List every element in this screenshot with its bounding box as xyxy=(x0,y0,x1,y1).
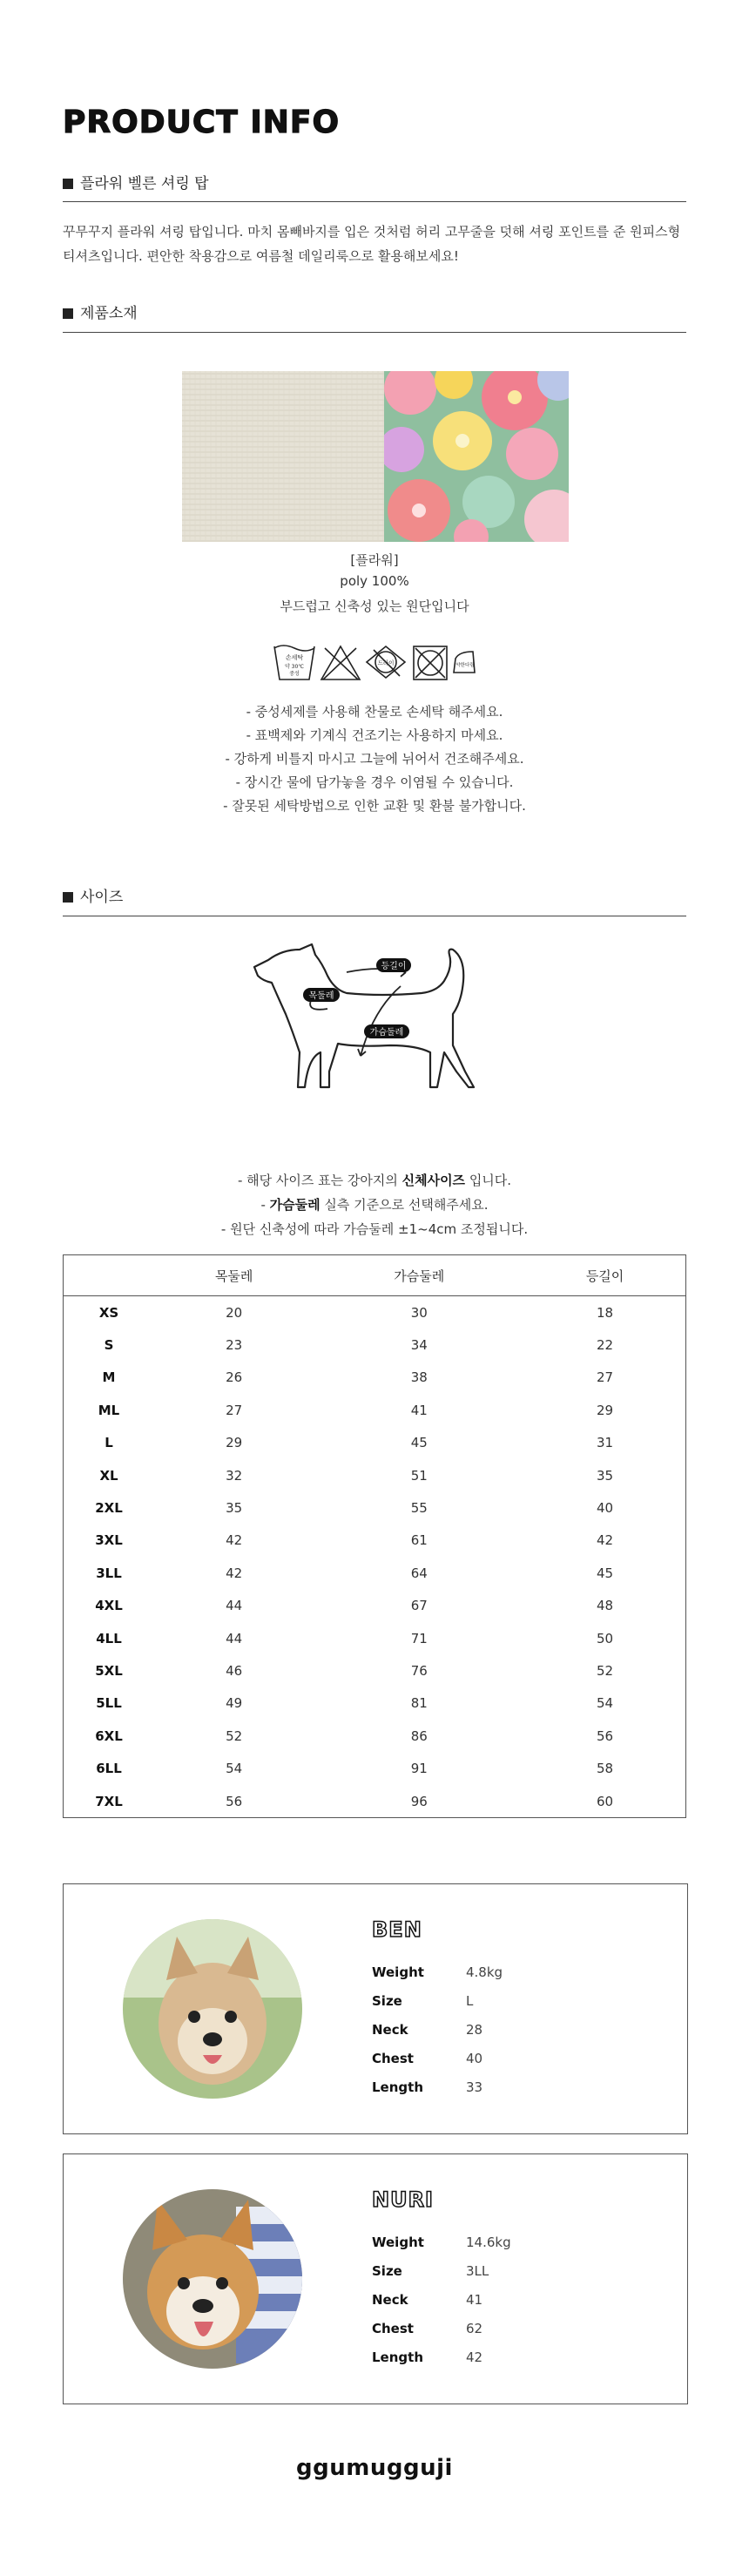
spec-row xyxy=(372,2292,511,2321)
table-cell: 27 xyxy=(226,1402,243,1418)
table-cell: 41 xyxy=(410,1402,428,1418)
table-cell: 18 xyxy=(597,1304,614,1321)
spec-value: 42 xyxy=(466,2350,483,2365)
spec-key: Weight xyxy=(372,1964,424,1980)
fabric-back-swatch xyxy=(182,371,384,542)
care-note: - 표백제와 기계식 건조기는 사용하지 마세요. xyxy=(246,727,503,743)
table-row xyxy=(64,1394,686,1426)
table-cell: 22 xyxy=(597,1337,614,1354)
table-cell: 35 xyxy=(226,1500,243,1517)
table-cell: 96 xyxy=(410,1793,428,1809)
divider xyxy=(63,332,686,333)
table-row xyxy=(64,1720,686,1752)
size-note: - 원단 신축성에 따라 가슴둘레 ±1~4cm 조정됩니다. xyxy=(220,1221,529,1237)
material-section-heading xyxy=(63,301,138,322)
spec-row xyxy=(372,1964,503,1993)
table-cell: 71 xyxy=(410,1630,428,1646)
table-cell: 42 xyxy=(226,1532,243,1549)
table-cell: 31 xyxy=(597,1435,614,1451)
chest-label: 가슴둘레 xyxy=(369,1028,404,1038)
size-note-text: 입니다. xyxy=(465,1173,512,1188)
size-note xyxy=(0,1168,749,1193)
table-cell: 50 xyxy=(597,1630,614,1646)
table-row xyxy=(64,1427,686,1459)
table-row xyxy=(64,1654,686,1687)
size-label-cell: 2XL xyxy=(95,1500,123,1517)
table-row xyxy=(64,1459,686,1491)
spec-row xyxy=(372,1993,503,2022)
size-table xyxy=(63,1254,686,1818)
model-specs xyxy=(372,2235,511,2378)
size-label-cell: 5LL xyxy=(96,1695,122,1712)
size-note-emphasis: 신체사이즈 xyxy=(401,1173,466,1188)
spec-key: Length xyxy=(372,2079,423,2095)
spec-row xyxy=(372,2350,511,2378)
table-row xyxy=(64,1362,686,1394)
no-dry-clean-icon xyxy=(414,646,447,679)
table-cell: 51 xyxy=(410,1467,428,1484)
size-label-cell: 4LL xyxy=(96,1630,122,1646)
svg-text:드라이: 드라이 xyxy=(377,659,395,666)
spec-row xyxy=(372,2321,511,2350)
table-row xyxy=(64,1557,686,1589)
model-specs xyxy=(372,1964,503,2108)
page-title: PRODUCT INFO xyxy=(63,105,341,140)
size-label-cell: M xyxy=(102,1369,116,1386)
table-cell: 29 xyxy=(226,1435,243,1451)
care-icons xyxy=(273,636,476,685)
model-photo xyxy=(123,2189,302,2369)
spec-value: 4.8kg xyxy=(466,1964,503,1980)
table-cell: 40 xyxy=(597,1500,614,1517)
table-cell: 55 xyxy=(410,1500,428,1517)
spec-key: Size xyxy=(372,1993,402,2009)
table-cell: 34 xyxy=(410,1337,428,1354)
size-label-cell: 7XL xyxy=(95,1793,123,1809)
spec-row xyxy=(372,2079,503,2108)
table-row xyxy=(64,1296,686,1329)
table-cell: 60 xyxy=(597,1793,614,1809)
no-bleach-icon xyxy=(321,646,360,679)
spec-value: 14.6kg xyxy=(466,2235,511,2250)
section-bullet-icon xyxy=(63,308,73,319)
size-label-cell: 3XL xyxy=(95,1532,123,1549)
table-cell: 56 xyxy=(597,1727,614,1744)
size-label-cell: 3LL xyxy=(96,1565,122,1581)
table-cell: 52 xyxy=(597,1662,614,1679)
table-row xyxy=(64,1329,686,1361)
no-tumble-dry-icon xyxy=(367,646,405,678)
table-row xyxy=(64,1590,686,1622)
size-label-cell: XS xyxy=(98,1304,119,1321)
material-feature: 부드럽고 신축성 있는 원단입니다 xyxy=(280,598,469,614)
table-row xyxy=(64,1525,686,1557)
care-notes xyxy=(0,700,749,818)
divider xyxy=(63,201,686,202)
table-cell: 64 xyxy=(410,1565,428,1581)
care-note: - 장시간 물에 담가놓을 경우 이염될 수 있습니다. xyxy=(235,774,514,790)
table-cell: 49 xyxy=(226,1695,243,1712)
description-line: 꾸무꾸지 플라워 셔링 탑입니다. 마치 몸빼바지를 입은 것처럼 허리 고무줄을 덧해 셔링 포인트를 준 원피스형 xyxy=(63,224,681,240)
table-cell: 58 xyxy=(597,1761,614,1777)
size-label-cell: 6LL xyxy=(96,1761,122,1777)
table-cell: 20 xyxy=(226,1304,243,1321)
table-cell: 48 xyxy=(597,1598,614,1614)
size-note xyxy=(0,1193,749,1217)
spec-key: Neck xyxy=(372,2022,408,2038)
spec-value: 41 xyxy=(466,2292,483,2308)
product-description xyxy=(63,220,686,268)
size-label-cell: ML xyxy=(98,1402,120,1418)
column-header: 목둘레 xyxy=(154,1255,314,1296)
model-photo xyxy=(123,1919,302,2099)
table-cell: 54 xyxy=(226,1761,243,1777)
table-cell: 45 xyxy=(597,1565,614,1581)
brand-logo: ggumugguji xyxy=(296,2455,453,2481)
no-iron-icon xyxy=(454,652,475,673)
spec-key: Size xyxy=(372,2263,402,2279)
table-cell: 29 xyxy=(597,1402,614,1418)
spec-value: L xyxy=(466,1993,474,2009)
table-cell: 42 xyxy=(226,1565,243,1581)
table-cell: 54 xyxy=(597,1695,614,1712)
table-row xyxy=(64,1491,686,1524)
table-cell: 23 xyxy=(226,1337,243,1354)
model-card-nuri xyxy=(63,2153,688,2404)
table-cell: 76 xyxy=(410,1662,428,1679)
spec-row xyxy=(372,2235,511,2263)
material-composition: poly 100% xyxy=(340,573,409,589)
table-cell: 42 xyxy=(597,1532,614,1549)
table-cell: 91 xyxy=(410,1761,428,1777)
spec-value: 28 xyxy=(466,2022,483,2038)
model-name: BEN xyxy=(372,1917,422,1942)
spec-value: 3LL xyxy=(466,2263,489,2279)
table-row xyxy=(64,1622,686,1654)
table-cell: 35 xyxy=(597,1467,614,1484)
spec-row xyxy=(372,2051,503,2079)
size-label-cell: 4XL xyxy=(95,1598,123,1614)
spec-key: Neck xyxy=(372,2292,408,2308)
spec-value: 40 xyxy=(466,2051,483,2066)
size-label-cell: XL xyxy=(99,1467,118,1484)
size-table-header xyxy=(64,1255,686,1296)
table-cell: 56 xyxy=(226,1793,243,1809)
table-cell: 44 xyxy=(226,1598,243,1614)
size-note-emphasis: 가슴둘레 xyxy=(269,1197,321,1213)
size-note-text: - xyxy=(260,1197,270,1213)
table-cell: 38 xyxy=(410,1369,428,1386)
care-note: - 중성세제를 사용해 찬물로 손세탁 해주세요. xyxy=(246,704,503,720)
section-bullet-icon xyxy=(63,892,73,903)
table-row xyxy=(64,1687,686,1720)
table-cell: 81 xyxy=(410,1695,428,1712)
neck-label: 목둘레 xyxy=(308,991,334,1001)
size-note-text: - 해당 사이즈 표는 강아지의 xyxy=(237,1173,402,1188)
spec-key: Chest xyxy=(372,2321,414,2336)
spec-value: 62 xyxy=(466,2321,483,2336)
description-line: 티셔츠입니다. 편안한 착용감으로 여름철 데일리룩으로 활용해보세요! xyxy=(63,248,459,264)
hand-wash-icon xyxy=(274,646,314,679)
size-note-text: 실측 기준으로 선택해주세요. xyxy=(320,1197,489,1213)
svg-text:약 30℃: 약 30℃ xyxy=(284,664,305,670)
spec-key: Weight xyxy=(372,2235,424,2250)
size-notes xyxy=(0,1168,749,1241)
table-cell: 86 xyxy=(410,1727,428,1744)
size-label-cell: 5XL xyxy=(95,1662,123,1679)
table-cell: 52 xyxy=(226,1727,243,1744)
column-header xyxy=(64,1255,155,1296)
table-cell: 44 xyxy=(226,1630,243,1646)
fabric-flower-swatch xyxy=(384,371,569,542)
dog-measurement-diagram xyxy=(251,941,498,1159)
table-cell: 27 xyxy=(597,1369,614,1386)
table-cell: 67 xyxy=(410,1598,428,1614)
column-header: 등길이 xyxy=(524,1255,685,1296)
table-cell: 61 xyxy=(410,1532,428,1549)
size-section-label: 사이즈 xyxy=(80,889,124,906)
model-card-ben xyxy=(63,1883,688,2134)
care-note: - 잘못된 세탁방법으로 인한 교환 및 환불 불가합니다. xyxy=(223,798,526,814)
spec-row xyxy=(372,2263,511,2292)
spec-key: Chest xyxy=(372,2051,414,2066)
table-cell: 32 xyxy=(226,1467,243,1484)
svg-text:약한다림: 약한다림 xyxy=(455,663,475,668)
table-row xyxy=(64,1785,686,1818)
svg-text:손세탁: 손세탁 xyxy=(285,654,304,661)
material-section-label: 제품소재 xyxy=(80,305,138,322)
table-cell: 30 xyxy=(410,1304,428,1321)
size-label-cell: L xyxy=(105,1435,113,1451)
spec-key: Length xyxy=(372,2350,423,2365)
care-note: - 강하게 비틀지 마시고 그늘에 뉘어서 건조해주세요. xyxy=(225,751,524,767)
model-name: NURI xyxy=(372,2187,434,2212)
table-cell: 45 xyxy=(410,1435,428,1451)
dog-outline xyxy=(254,944,474,1087)
size-label-cell: S xyxy=(104,1337,114,1354)
column-header: 가슴둘레 xyxy=(314,1255,524,1296)
size-section-heading xyxy=(63,884,123,906)
table-row xyxy=(64,1752,686,1784)
product-section-label: 플라워 벨른 셔링 탑 xyxy=(80,175,209,193)
size-label-cell: 6XL xyxy=(95,1727,123,1744)
table-cell: 26 xyxy=(226,1369,243,1386)
back-length-label: 등길이 xyxy=(381,962,407,971)
spec-value: 33 xyxy=(466,2079,483,2095)
spec-row xyxy=(372,2022,503,2051)
product-section-heading xyxy=(63,171,209,193)
section-bullet-icon xyxy=(63,179,73,189)
table-cell: 46 xyxy=(226,1662,243,1679)
svg-text:중성: 중성 xyxy=(289,671,300,677)
material-name: [플라워] xyxy=(350,552,399,568)
